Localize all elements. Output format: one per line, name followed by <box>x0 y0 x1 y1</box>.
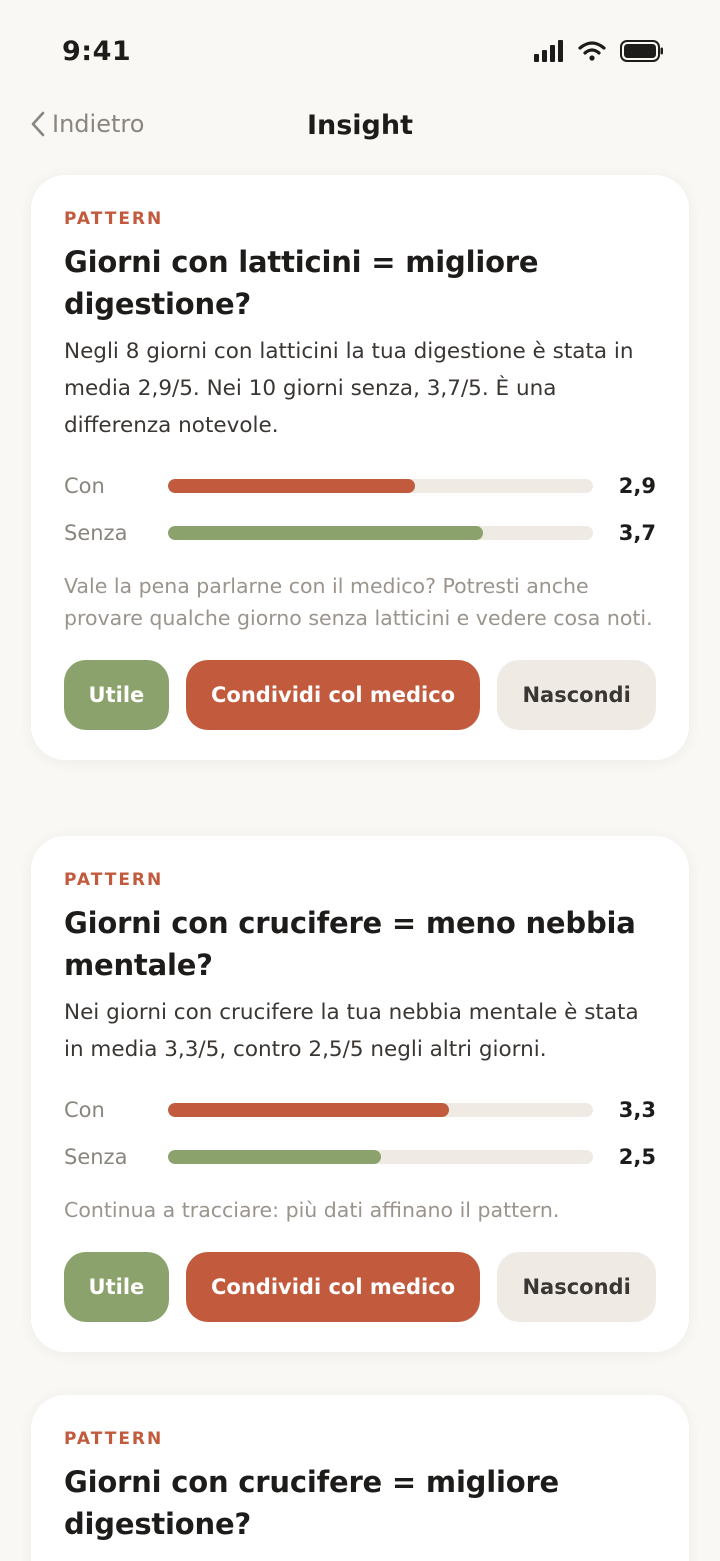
bar-label: Con <box>64 1097 105 1122</box>
bar-value: 3,3 <box>618 1097 656 1122</box>
bar-label: Con <box>64 473 105 498</box>
card-note: Continua a tracciare: più dati affinano il pattern. <box>64 1198 560 1222</box>
card-title: Giorni con crucifere = meno nebbia mentale? <box>64 906 636 982</box>
comparison-bars <box>64 1086 656 1180</box>
bar-value: 2,5 <box>618 1144 656 1169</box>
bar-row-con <box>64 462 656 509</box>
hide-button[interactable]: Nascondi <box>497 660 656 730</box>
share-with-doctor-button[interactable]: Condividi col medico <box>186 1252 480 1322</box>
status-bar <box>0 0 720 100</box>
hide-button[interactable]: Nascondi <box>497 1252 656 1322</box>
card-note: Vale la pena parlarne con il medico? Potresti anche provare qualche giorno senza latticini e vedere cosa noti. <box>64 574 653 630</box>
battery-icon <box>620 40 664 62</box>
bar-track <box>168 479 593 493</box>
insight-card <box>31 1395 689 1561</box>
card-title: Giorni con crucifere = migliore digestione? <box>64 1465 560 1541</box>
bar-fill <box>168 526 483 540</box>
card-title: Giorni con latticini = migliore digestione? <box>64 245 539 321</box>
card-actions <box>64 1252 656 1322</box>
nav-bar <box>0 100 720 156</box>
bar-fill <box>168 1150 381 1164</box>
insight-card <box>31 175 689 760</box>
bar-row-senza <box>64 509 656 556</box>
status-time: 9:41 <box>62 36 132 67</box>
card-kicker: PATTERN <box>64 209 164 229</box>
card-body: Nei giorni con crucifere la tua nebbia mentale è stata in media 3,3/5, contro 2,5/5 negli altri giorni. <box>64 1000 639 1062</box>
bar-track <box>168 1103 593 1117</box>
bar-fill <box>168 1103 449 1117</box>
back-label: Indietro <box>52 110 145 138</box>
bar-value: 2,9 <box>618 473 656 498</box>
bar-track <box>168 526 593 540</box>
card-actions <box>64 660 656 730</box>
share-with-doctor-button[interactable]: Condividi col medico <box>186 660 480 730</box>
page-title: Insight <box>306 110 414 141</box>
bar-track <box>168 1150 593 1164</box>
card-body: Negli 8 giorni con latticini la tua digestione è stata in media 2,9/5. Nei 10 giorni senza, 3,7/5. È una differenza notevole. <box>64 339 634 438</box>
useful-button[interactable]: Utile <box>64 1252 169 1322</box>
status-icons <box>534 40 664 62</box>
comparison-bars <box>64 462 656 556</box>
wifi-icon <box>578 40 606 62</box>
useful-button[interactable]: Utile <box>64 660 169 730</box>
insight-card <box>31 836 689 1352</box>
bar-label: Senza <box>64 1144 128 1169</box>
card-kicker: PATTERN <box>64 1429 164 1449</box>
bar-fill <box>168 479 415 493</box>
bar-label: Senza <box>64 520 128 545</box>
card-kicker: PATTERN <box>64 870 164 890</box>
bar-row-con <box>64 1086 656 1133</box>
cellular-signal-icon <box>534 40 564 62</box>
bar-value: 3,7 <box>618 520 656 545</box>
bar-row-senza <box>64 1133 656 1180</box>
